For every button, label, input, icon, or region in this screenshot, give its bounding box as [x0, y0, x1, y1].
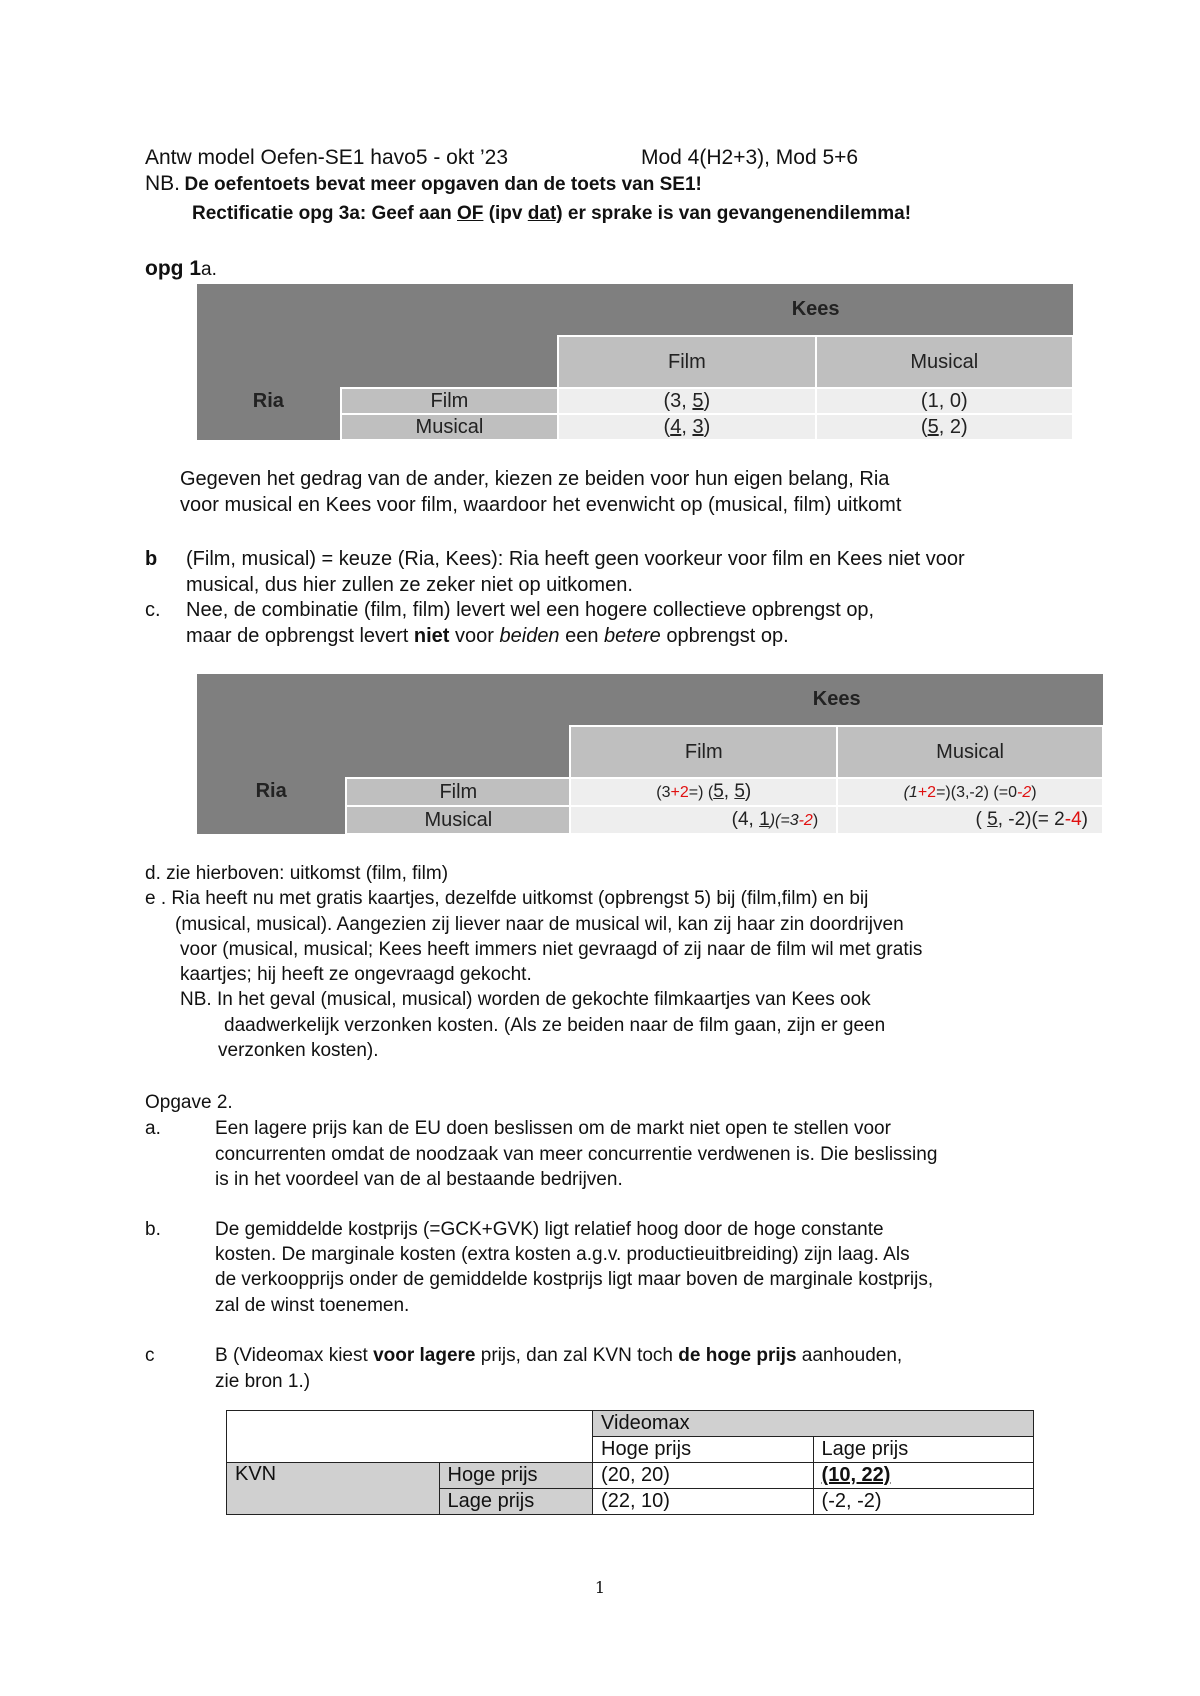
- opg2-c-line1: B (Videomax kiest voor lagere prijs, dan zal KVN toch de hoge prijs aanhouden,: [215, 1345, 903, 1366]
- nb-note-line3: verzonken kosten).: [218, 1040, 379, 1061]
- table3-cell-hoge-hoge: (20, 20): [593, 1463, 814, 1489]
- page-number: 1: [594, 1578, 606, 1597]
- document-title: [145, 146, 508, 170]
- opg2-b-line2: kosten. De marginale kosten (extra kosten a.g.v. productieuitbreiding) zijn laag. Als: [215, 1244, 910, 1265]
- table1-col-film: Film: [558, 336, 815, 388]
- answer-b-line2: musical, dus hier zullen ze zeker niet op uitkomen.: [186, 574, 633, 596]
- answer-b-label: b: [145, 548, 158, 570]
- rectification-line: Rectificatie opg 3a: Geef aan OF (ipv dat) er sprake is van gevangenendilemma!: [192, 203, 912, 224]
- table1-cell-film-film: (3, 5): [558, 388, 815, 414]
- table1-col-player: Kees: [558, 284, 1073, 336]
- table3-col-lage: Lage prijs: [813, 1437, 1033, 1463]
- table1-row-film: Film: [341, 388, 559, 414]
- table2-col-musical: Musical: [837, 726, 1103, 778]
- nb-text: De oefentoets bevat meer opgaven dan de toets van SE1!: [184, 174, 702, 195]
- table1-row-musical: Musical: [341, 414, 559, 440]
- table1-row-player: Ria: [197, 388, 341, 440]
- table3-cell-hoge-lage: (10, 22): [813, 1463, 1033, 1489]
- answer-a-line2: voor musical en Kees voor film, waardoor het evenwicht op (musical, film) uitkomt: [180, 494, 902, 516]
- table2-cell-film-film: (3+2=) (5, 5): [570, 778, 837, 806]
- table3-cell-lage-lage: (-2, -2): [813, 1489, 1033, 1515]
- table2-cell-musical-musical: ( 5, -2)(= 2-4): [837, 806, 1103, 834]
- answer-e-line2: (musical, musical). Aangezien zij liever naar de musical wil, kan zij haar zin doordrijven: [175, 914, 904, 935]
- nb-note-line1: NB. In het geval (musical, musical) worden de gekochte filmkaartjes van Kees ook: [180, 989, 871, 1010]
- nb-label: NB.: [145, 172, 181, 195]
- payoff-table-2: [197, 674, 1104, 835]
- table2-col-film: Film: [570, 726, 837, 778]
- opgave2-heading: Opgave 2.: [145, 1092, 233, 1113]
- table1-corner: [197, 284, 558, 388]
- table2-cell-film-musical: (1+2=)(3,-2) (=0-2): [837, 778, 1103, 806]
- table3-col-hoge: Hoge prijs: [593, 1437, 814, 1463]
- title-text: Antw model Oefen-SE1 havo5 - okt ’23: [145, 146, 509, 169]
- table3-cell-lage-hoge: (22, 10): [593, 1489, 814, 1515]
- opg2-b-label: b.: [145, 1219, 161, 1240]
- opg2-b-line3: de verkoopprijs onder de gemiddelde kostprijs ligt maar boven de marginale kostprijs,: [215, 1269, 934, 1290]
- opg1-heading: opg 1a.: [145, 257, 217, 280]
- answer-c-label: c.: [145, 599, 161, 621]
- table2-corner: [197, 674, 570, 778]
- table1-cell-musical-musical: (5, 2): [816, 414, 1073, 440]
- table2-col-player: Kees: [570, 674, 1103, 726]
- nb-note-line2: daadwerkelijk verzonken kosten. (Als ze beiden naar de film gaan, zijn er geen: [224, 1015, 886, 1036]
- answer-c-line2: maar de opbrengst levert niet voor beiden een betere opbrengst op.: [186, 625, 789, 647]
- answer-a-line1: Gegeven het gedrag van de ander, kiezen ze beiden voor hun eigen belang, Ria: [180, 468, 890, 490]
- table2-row-musical: Musical: [346, 806, 570, 834]
- answer-e-line4: kaartjes; hij heeft ze ongevraagd gekocht.: [180, 964, 532, 985]
- opg2-b-line4: zal de winst toenemen.: [215, 1295, 410, 1316]
- table3-row-lage: Lage prijs: [439, 1489, 593, 1515]
- opg2-c-label: c: [145, 1345, 155, 1366]
- table3-col-player: Videomax: [593, 1411, 1034, 1437]
- answer-d: d. zie hierboven: uitkomst (film, film): [145, 863, 449, 884]
- opg2-a-line1: Een lagere prijs kan de EU doen beslissen om de markt niet open te stellen voor: [215, 1118, 891, 1139]
- table1-col-musical: Musical: [816, 336, 1073, 388]
- answer-e-line3: voor (musical, musical; Kees heeft immers niet gevraagd of zij naar de film wil met gratis: [180, 939, 923, 960]
- table1-cell-film-musical: (1, 0): [816, 388, 1073, 414]
- payoff-table-1: [197, 284, 1074, 441]
- opg2-a-line2: concurrenten omdat de noodzaak van meer concurrentie verdwenen is. Die beslissing: [215, 1144, 938, 1165]
- opg2-a-label: a.: [145, 1118, 161, 1139]
- table3-corner: [227, 1411, 593, 1463]
- opg2-b-line1: De gemiddelde kostprijs (=GCK+GVK) ligt relatief hoog door de hoge constante: [215, 1219, 884, 1240]
- table2-cell-musical-film: (4, 1)(=3-2): [570, 806, 837, 834]
- nb-line: [145, 172, 702, 196]
- payoff-table-3: [226, 1410, 1034, 1515]
- answer-b-line1: (Film, musical) = keuze (Ria, Kees): Ria heeft geen voorkeur voor film en Kees niet voor: [186, 548, 965, 570]
- opg2-a-line3: is in het voordeel van de al bestaande bedrijven.: [215, 1169, 623, 1190]
- table2-row-player: Ria: [197, 778, 346, 834]
- table3-row-player: KVN: [227, 1463, 440, 1515]
- table1-cell-musical-film: (4, 3): [558, 414, 815, 440]
- title-modules: Mod 4(H2+3), Mod 5+6: [641, 146, 859, 169]
- opg2-c-line2: zie bron 1.): [215, 1371, 311, 1392]
- answer-e-line1: e . Ria heeft nu met gratis kaartjes, dezelfde uitkomst (opbrengst 5) bij (film,film) en bij: [145, 888, 869, 909]
- table2-row-film: Film: [346, 778, 570, 806]
- answer-c-line1: Nee, de combinatie (film, film) levert wel een hogere collectieve opbrengst op,: [186, 599, 875, 621]
- table3-row-hoge: Hoge prijs: [439, 1463, 593, 1489]
